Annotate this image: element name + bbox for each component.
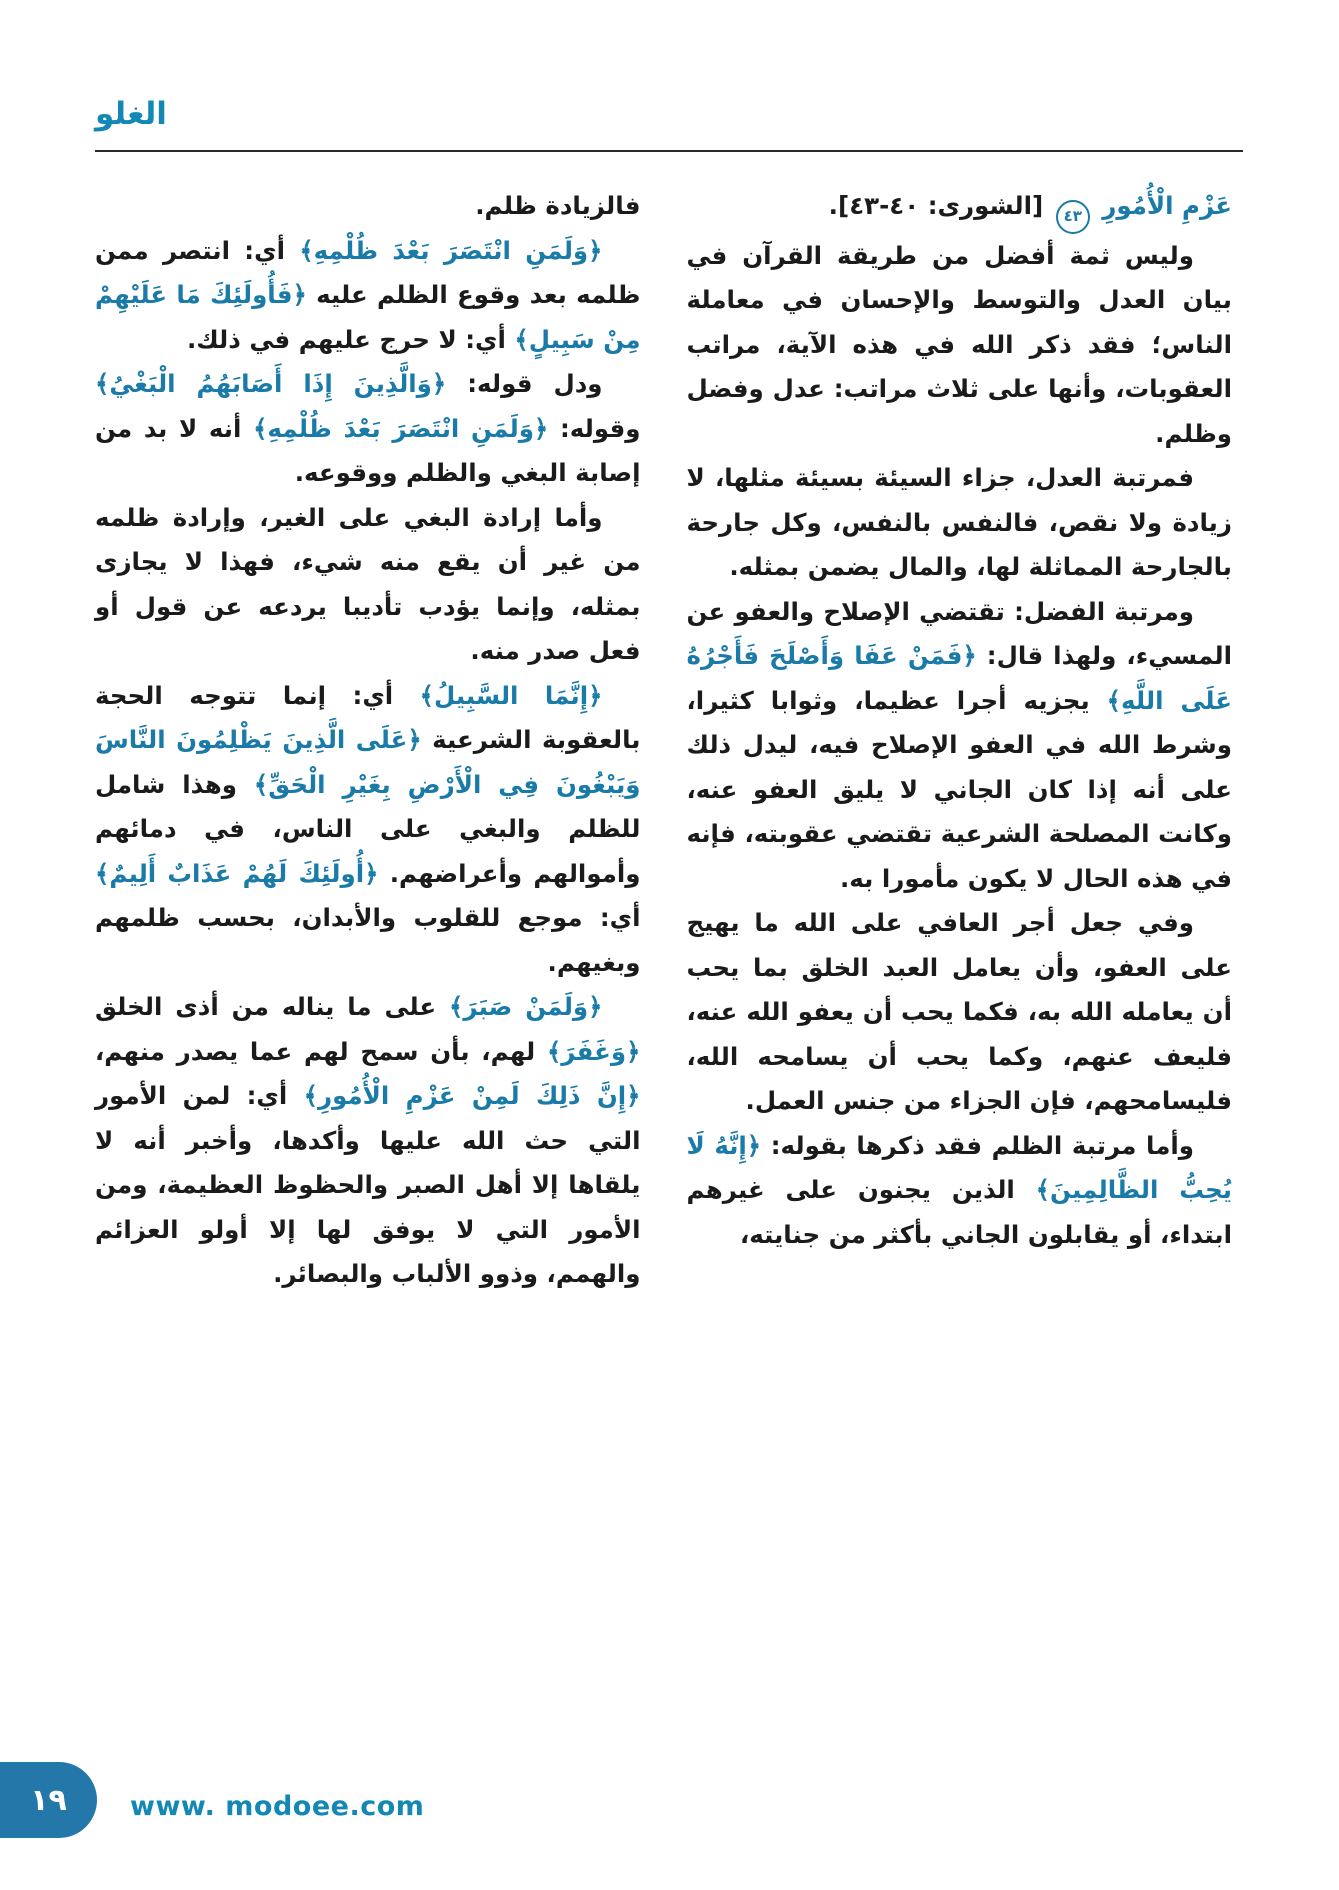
quran-verse: ﴿أُولَئِكَ لَهُمْ عَذَابٌ أَلِيمٌ﴾ [95, 858, 379, 888]
body-text: فالزيادة ظلم. [475, 191, 641, 220]
body-text: وهذا شامل للظلم والبغي على الناس، في دمائهم وأموالهم وأعراضهم. [95, 769, 641, 888]
quran-verse: ﴿إِنَّهُ لَا يُحِبُّ الظَّالِمِينَ﴾ [686, 1130, 1232, 1204]
quran-verse: ﴿إِنَّ ذَلِكَ لَمِنْ عَزْمِ الْأُمُورِ﴾ [303, 1081, 641, 1110]
column-left [95, 184, 641, 1297]
paragraph [95, 184, 641, 229]
body-text: أي: لا حرج عليهم في ذلك. [186, 324, 515, 354]
body-text: أي: لمن الأمور التي حث الله عليها وأكدها، وأخبر أنه لا يلقاها إلا أهل الصبر والحظوظ العظيمة، ومن الأمور التي لا يوفق لها إلا أولو العزائم والهمم، وذوو الألباب والبصائر. [95, 1081, 641, 1288]
column-right [687, 184, 1233, 1297]
body-text: أي: انتصر ممن ظلمه بعد وقوع الظلم عليه [95, 235, 641, 309]
paragraph [95, 985, 641, 1297]
paragraph [687, 1124, 1233, 1258]
paragraph [95, 362, 641, 496]
website-url[interactable]: www. modoee.com [130, 1791, 425, 1822]
ayah-number-ornament: ٤٣ [1056, 200, 1090, 234]
quran-verse: ﴿فَمَنْ عَفَا وَأَصْلَحَ فَأَجْرُهُ عَلَى اللَّهِ﴾ [686, 641, 1232, 715]
quran-verse: ﴿عَلَى الَّذِينَ يَظْلِمُونَ النَّاسَ وَيَبْغُونَ فِي الْأَرْضِ بِغَيْرِ الْحَقِّ﴾ [95, 725, 641, 799]
body-text: الذين يجنون على غيرهم ابتداء، أو يقابلون الجاني بأكثر من جنايته، [686, 1175, 1232, 1249]
paragraph [687, 590, 1233, 902]
body-text: وقوله: [548, 413, 641, 443]
body-text: وأما مرتبة الظلم فقد ذكرها بقوله: [761, 1130, 1194, 1160]
quran-verse: ﴿فَأُولَئِكَ مَا عَلَيْهِمْ مِنْ سَبِيلٍ﴾ [95, 280, 641, 354]
body-text: ومرتبة الفضل: تقتضي الإصلاح والعفو عن المسيء، ولهذا قال: [686, 596, 1232, 670]
body-text: وليس ثمة أفضل من طريقة القرآن في بيان العدل والتوسط والإحسان في معاملة الناس؛ فقد ذكر الله في هذه الآية، مراتب العقوبات، وأنها على ثلاث مراتب: عدل وفضل وظلم. [686, 240, 1232, 448]
body-text: أنه لا بد من إصابة البغي والظلم ووقوعه. [95, 413, 641, 487]
page-number-tab [0, 1762, 97, 1838]
quran-verse: ﴿وَلَمَنِ انْتَصَرَ بَعْدَ ظُلْمِهِ﴾ [253, 413, 549, 443]
paragraph [687, 234, 1233, 457]
paragraph [95, 229, 641, 363]
quran-verse: ﴿إِنَّمَا السَّبِيلُ﴾ [419, 680, 603, 710]
body-text: لهم، بأن سمح لهم عما يصدر منهم، [95, 1036, 547, 1066]
body-text: أي: إنما تتوجه الحجة بالعقوبة الشرعية [95, 680, 641, 754]
body-text: يجزيه أجرا عظيما، وثوابا كثيرا، وشرط الله في العفو الإصلاح فيه، ليدل ذلك على أنه إذا كان الجاني لا يليق العفو عنه، وكانت المصلحة الشرعية تقتضي عقوبته، فإنه في هذه الحال لا يكون مأمورا به. [686, 685, 1232, 893]
body-text: [الشورى: ٤٠-٤٣]. [828, 191, 1052, 220]
body-text: أي: موجع للقلوب والأبدان، بحسب ظلمهم وبغيهم. [95, 903, 641, 977]
quran-verse: عَزْمِ الْأُمُورِ [1093, 191, 1232, 220]
body-text: وفي جعل أجر العافي على الله ما يهيج على العفو، وأن يعامل العبد الخلق بما يحب أن يعامله الله به، فكما يحب أن يعفو الله عنه، فليعف عنهم، وكما يحب أن يسامحه الله، فليسامحهم، فإن الجزاء من جنس العمل. [686, 908, 1232, 1115]
body-text: وأما إرادة البغي على الغير، وإرادة ظلمه من غير أن يقع منه شيء، فهذا لا يجازى بمثله، وإنما يؤدب تأديبا يردعه عن قول أو فعل صدر منه. [95, 502, 641, 665]
paragraph [95, 496, 641, 674]
quran-verse: ﴿وَلَمَنِ انْتَصَرَ بَعْدَ ظُلْمِهِ﴾ [299, 235, 603, 265]
text-columns [95, 184, 1232, 1297]
quran-verse: ﴿وَغَفَرَ﴾ [546, 1036, 641, 1066]
paragraph [687, 456, 1233, 590]
paragraph [687, 184, 1233, 234]
quran-verse: ﴿وَلَمَنْ صَبَرَ﴾ [449, 992, 603, 1021]
quran-verse: ﴿وَالَّذِينَ إِذَا أَصَابَهُمُ الْبَغْيُ﴾ [95, 369, 447, 398]
paragraph [687, 901, 1233, 1124]
paragraph [95, 674, 641, 986]
header-rule [95, 150, 1243, 152]
body-text: ودل قوله: [446, 369, 603, 398]
body-text: على ما يناله من أذى الخلق [95, 992, 450, 1021]
running-header: الغلو [95, 96, 167, 132]
body-text: فمرتبة العدل، جزاء السيئة بسيئة مثلها، لا زيادة ولا نقص، فالنفس بالنفس، وكل جارحة بالجارحة المماثلة لها، والمال يضمن بمثله. [686, 463, 1232, 581]
page-number: ١٩ [30, 1782, 67, 1818]
